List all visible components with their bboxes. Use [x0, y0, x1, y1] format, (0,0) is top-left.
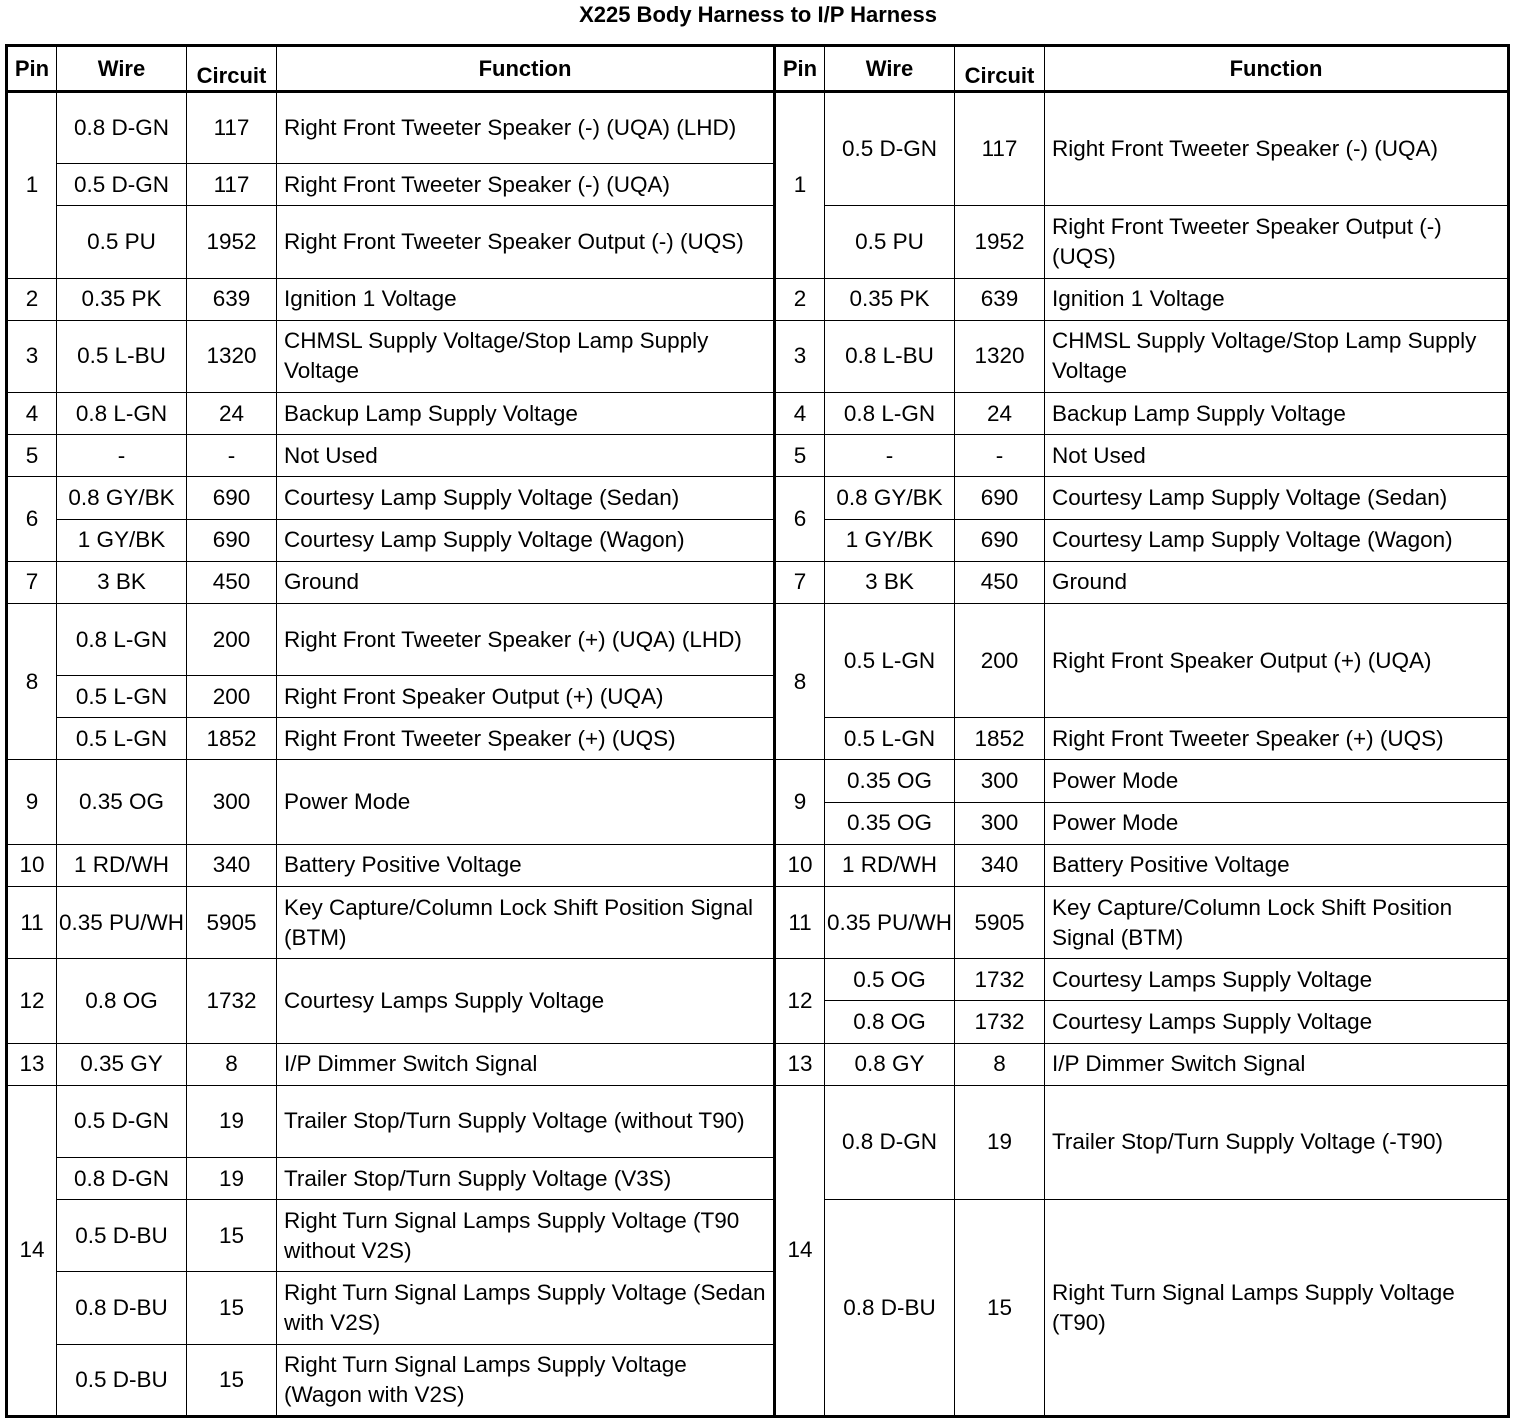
function-cell: Power Mode [277, 760, 775, 844]
wire-cell: 0.8 D-BU [825, 1200, 955, 1417]
wire-cell: 0.35 OG [57, 760, 187, 844]
header-circuit: Circuit [187, 46, 277, 92]
pin-cell: 6 [775, 477, 825, 561]
function-cell: Courtesy Lamp Supply Voltage (Sedan) [1045, 477, 1509, 519]
function-cell: Right Front Tweeter Speaker (+) (UQS) [277, 718, 775, 760]
circuit-cell: 1732 [187, 959, 277, 1043]
function-cell: Power Mode [1045, 802, 1509, 844]
pin-cell: 8 [775, 603, 825, 760]
wire-cell: 3 BK [57, 561, 187, 603]
wire-cell: 0.5 D-BU [57, 1344, 187, 1416]
table-row [7, 1043, 1509, 1085]
table-row [7, 959, 1509, 1001]
function-cell: Right Front Tweeter Speaker (-) (UQA) (LHD) [277, 92, 775, 164]
function-cell: Right Front Tweeter Speaker (+) (UQS) [1045, 718, 1509, 760]
function-cell: I/P Dimmer Switch Signal [277, 1043, 775, 1085]
pin-cell: 11 [775, 886, 825, 958]
pin-cell: 14 [775, 1085, 825, 1416]
circuit-cell: 5905 [187, 886, 277, 958]
table-row [7, 1085, 1509, 1157]
wire-cell: 0.5 OG [825, 959, 955, 1001]
wire-cell: 0.8 L-GN [57, 393, 187, 435]
circuit-cell: 15 [187, 1200, 277, 1272]
pin-cell: 9 [7, 760, 57, 844]
circuit-cell: - [187, 435, 277, 477]
circuit-cell: 19 [187, 1085, 277, 1157]
function-cell: Trailer Stop/Turn Supply Voltage (V3S) [277, 1157, 775, 1199]
pin-cell: 3 [7, 320, 57, 392]
pin-cell: 5 [775, 435, 825, 477]
function-cell: Right Front Speaker Output (+) (UQA) [277, 676, 775, 718]
function-cell: Right Turn Signal Lamps Supply Voltage (Wagon with V2S) [277, 1344, 775, 1416]
header-function: Function [1045, 46, 1509, 92]
circuit-cell: 15 [187, 1272, 277, 1344]
pin-cell: 6 [7, 477, 57, 561]
pin-cell: 9 [775, 760, 825, 844]
circuit-cell: 24 [955, 393, 1045, 435]
circuit-cell: 1952 [187, 206, 277, 278]
circuit-cell: 1852 [187, 718, 277, 760]
pin-cell: 10 [775, 844, 825, 886]
function-cell: Ground [1045, 561, 1509, 603]
function-cell: Right Front Speaker Output (+) (UQA) [1045, 603, 1509, 717]
circuit-cell: 1852 [955, 718, 1045, 760]
circuit-cell: 15 [955, 1200, 1045, 1417]
function-cell: Right Front Tweeter Speaker Output (-) (UQS) [1045, 206, 1509, 278]
function-cell: Power Mode [1045, 760, 1509, 802]
function-cell: Not Used [1045, 435, 1509, 477]
page-title: X225 Body Harness to I/P Harness [579, 2, 937, 27]
table-row [7, 320, 1509, 392]
wire-cell: 0.5 L-GN [825, 603, 955, 717]
wire-cell: 0.5 D-GN [825, 92, 955, 206]
function-cell: Backup Lamp Supply Voltage [1045, 393, 1509, 435]
function-cell: Courtesy Lamp Supply Voltage (Wagon) [277, 519, 775, 561]
wire-cell: 0.8 D-GN [57, 1157, 187, 1199]
wire-cell: 0.8 GY/BK [825, 477, 955, 519]
function-cell: Ground [277, 561, 775, 603]
function-cell: Key Capture/Column Lock Shift Position Signal (BTM) [1045, 886, 1509, 958]
pin-cell: 4 [7, 393, 57, 435]
circuit-cell: 300 [955, 760, 1045, 802]
wire-cell: 0.8 L-GN [825, 393, 955, 435]
pin-cell: 12 [775, 959, 825, 1043]
function-cell: Trailer Stop/Turn Supply Voltage (without T90) [277, 1085, 775, 1157]
pin-cell: 11 [7, 886, 57, 958]
function-cell: Ignition 1 Voltage [277, 278, 775, 320]
wire-cell: 0.5 PU [57, 206, 187, 278]
wire-cell: 0.8 OG [57, 959, 187, 1043]
function-cell: Courtesy Lamps Supply Voltage [1045, 1001, 1509, 1043]
pin-cell: 14 [7, 1085, 57, 1416]
circuit-cell: 200 [187, 603, 277, 675]
function-cell: Courtesy Lamp Supply Voltage (Sedan) [277, 477, 775, 519]
circuit-cell: 117 [955, 92, 1045, 206]
header-pin: Pin [775, 46, 825, 92]
circuit-cell: 19 [187, 1157, 277, 1199]
circuit-cell: 200 [187, 676, 277, 718]
circuit-cell: 690 [955, 519, 1045, 561]
wire-cell: 0.8 D-GN [57, 92, 187, 164]
wire-cell: 0.5 D-GN [57, 1085, 187, 1157]
circuit-cell: 5905 [955, 886, 1045, 958]
circuit-cell: 690 [955, 477, 1045, 519]
circuit-cell: 340 [955, 844, 1045, 886]
circuit-cell: 690 [187, 477, 277, 519]
table-row [7, 760, 1509, 802]
circuit-cell: 1320 [187, 320, 277, 392]
header-circuit: Circuit [955, 46, 1045, 92]
circuit-cell: 117 [187, 92, 277, 164]
wire-cell: - [825, 435, 955, 477]
header-wire: Wire [825, 46, 955, 92]
wire-cell: 3 BK [825, 561, 955, 603]
function-cell: Battery Positive Voltage [277, 844, 775, 886]
wire-cell: 0.35 PU/WH [57, 886, 187, 958]
table-row [7, 92, 1509, 164]
circuit-cell: 19 [955, 1085, 1045, 1199]
function-cell: Backup Lamp Supply Voltage [277, 393, 775, 435]
table-row [7, 561, 1509, 603]
wire-cell: 0.5 L-GN [825, 718, 955, 760]
pin-cell: 13 [775, 1043, 825, 1085]
function-cell: Courtesy Lamps Supply Voltage [277, 959, 775, 1043]
table-row [7, 886, 1509, 958]
wire-cell: 1 GY/BK [57, 519, 187, 561]
circuit-cell: 340 [187, 844, 277, 886]
wire-cell: 0.8 D-BU [57, 1272, 187, 1344]
function-cell: Key Capture/Column Lock Shift Position Signal (BTM) [277, 886, 775, 958]
function-cell: Not Used [277, 435, 775, 477]
wire-cell: 0.5 L-GN [57, 676, 187, 718]
wire-cell: 0.35 PK [57, 278, 187, 320]
pin-cell: 2 [7, 278, 57, 320]
circuit-cell: 690 [187, 519, 277, 561]
table-row [7, 477, 1509, 519]
table-row [7, 206, 1509, 278]
circuit-cell: 300 [187, 760, 277, 844]
header-pin: Pin [7, 46, 57, 92]
table-row [7, 278, 1509, 320]
circuit-cell: 300 [955, 802, 1045, 844]
function-cell: I/P Dimmer Switch Signal [1045, 1043, 1509, 1085]
pinout-table [5, 44, 1510, 1418]
pin-cell: 10 [7, 844, 57, 886]
wire-cell: 1 GY/BK [825, 519, 955, 561]
wire-cell: 0.8 GY/BK [57, 477, 187, 519]
function-cell: Right Turn Signal Lamps Supply Voltage (T90) [1045, 1200, 1509, 1417]
pin-cell: 1 [7, 92, 57, 279]
table-row [7, 844, 1509, 886]
pin-cell: 8 [7, 603, 57, 760]
circuit-cell: 450 [187, 561, 277, 603]
circuit-cell: 8 [955, 1043, 1045, 1085]
pin-cell: 2 [775, 278, 825, 320]
pin-cell: 13 [7, 1043, 57, 1085]
function-cell: CHMSL Supply Voltage/Stop Lamp Supply Voltage [1045, 320, 1509, 392]
circuit-cell: 15 [187, 1344, 277, 1416]
wire-cell: 1 RD/WH [825, 844, 955, 886]
table-row [7, 1200, 1509, 1272]
circuit-cell: 1320 [955, 320, 1045, 392]
pin-cell: 3 [775, 320, 825, 392]
wire-cell: 0.5 L-BU [57, 320, 187, 392]
circuit-cell: 200 [955, 603, 1045, 717]
wire-cell: 0.35 OG [825, 760, 955, 802]
circuit-cell: 117 [187, 164, 277, 206]
pin-cell: 12 [7, 959, 57, 1043]
function-cell: Courtesy Lamp Supply Voltage (Wagon) [1045, 519, 1509, 561]
wire-cell: 0.35 PK [825, 278, 955, 320]
wire-cell: - [57, 435, 187, 477]
wire-cell: 0.5 PU [825, 206, 955, 278]
wire-cell: 0.35 GY [57, 1043, 187, 1085]
pin-cell: 7 [775, 561, 825, 603]
pin-cell: 1 [775, 92, 825, 279]
table-row [7, 435, 1509, 477]
wire-cell: 0.8 D-GN [825, 1085, 955, 1199]
function-cell: Right Front Tweeter Speaker (-) (UQA) [1045, 92, 1509, 206]
header-row [7, 46, 1509, 92]
function-cell: Right Front Tweeter Speaker (+) (UQA) (LHD) [277, 603, 775, 675]
function-cell: Right Turn Signal Lamps Supply Voltage (Sedan with V2S) [277, 1272, 775, 1344]
circuit-cell: 639 [955, 278, 1045, 320]
table-row [7, 519, 1509, 561]
circuit-cell: 639 [187, 278, 277, 320]
header-wire: Wire [57, 46, 187, 92]
function-cell: Right Front Tweeter Speaker (-) (UQA) [277, 164, 775, 206]
pin-cell: 5 [7, 435, 57, 477]
circuit-cell: 1732 [955, 959, 1045, 1001]
function-cell: Courtesy Lamps Supply Voltage [1045, 959, 1509, 1001]
function-cell: Ignition 1 Voltage [1045, 278, 1509, 320]
wire-cell: 0.8 GY [825, 1043, 955, 1085]
pin-cell: 7 [7, 561, 57, 603]
wire-cell: 0.8 L-BU [825, 320, 955, 392]
table-row [7, 718, 1509, 760]
table-row [7, 393, 1509, 435]
wire-cell: 0.35 PU/WH [825, 886, 955, 958]
header-function: Function [277, 46, 775, 92]
pin-cell: 4 [775, 393, 825, 435]
circuit-cell: 1952 [955, 206, 1045, 278]
circuit-cell: 8 [187, 1043, 277, 1085]
function-cell: Right Front Tweeter Speaker Output (-) (UQS) [277, 206, 775, 278]
wire-cell: 1 RD/WH [57, 844, 187, 886]
wire-cell: 0.35 OG [825, 802, 955, 844]
function-cell: Trailer Stop/Turn Supply Voltage (-T90) [1045, 1085, 1509, 1199]
circuit-cell: - [955, 435, 1045, 477]
function-cell: CHMSL Supply Voltage/Stop Lamp Supply Voltage [277, 320, 775, 392]
wire-cell: 0.8 L-GN [57, 603, 187, 675]
circuit-cell: 1732 [955, 1001, 1045, 1043]
circuit-cell: 450 [955, 561, 1045, 603]
wire-cell: 0.5 D-BU [57, 1200, 187, 1272]
wire-cell: 0.5 D-GN [57, 164, 187, 206]
circuit-cell: 24 [187, 393, 277, 435]
wire-cell: 0.8 OG [825, 1001, 955, 1043]
function-cell: Right Turn Signal Lamps Supply Voltage (T90 without V2S) [277, 1200, 775, 1272]
table-row [7, 603, 1509, 675]
wire-cell: 0.5 L-GN [57, 718, 187, 760]
function-cell: Battery Positive Voltage [1045, 844, 1509, 886]
